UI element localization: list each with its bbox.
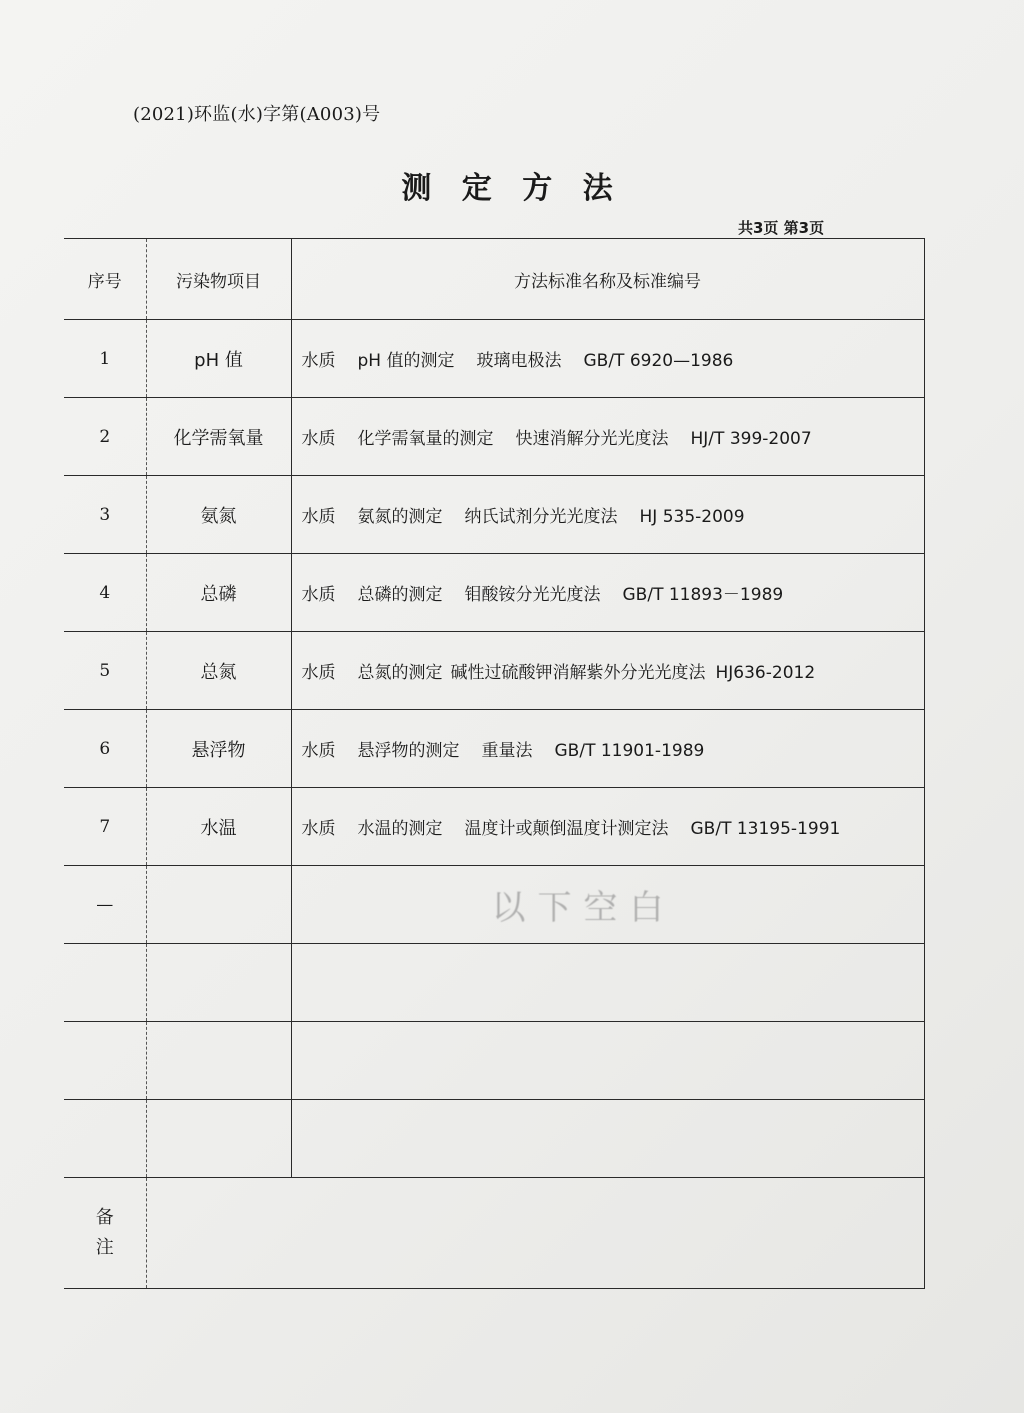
row-item	[146, 866, 291, 944]
method-part: 纳氏试剂分光光度法	[464, 507, 618, 527]
row-index: 3	[64, 476, 146, 554]
table-row	[64, 1022, 924, 1100]
method-part: HJ 535-2009	[639, 507, 745, 527]
table-row	[64, 944, 924, 1022]
table-row	[64, 554, 924, 632]
method-part: HJ/T 399-2007	[690, 429, 812, 449]
header-index: 序号	[64, 239, 146, 320]
table-header-row	[64, 239, 924, 320]
row-method	[291, 944, 924, 1022]
row-method	[291, 632, 924, 710]
row-method	[291, 476, 924, 554]
page-title: 测 定 方 法	[401, 171, 623, 206]
page-counter: 共3页 第3页	[738, 219, 825, 237]
row-index: 6	[64, 710, 146, 788]
method-part: 总磷的测定	[357, 585, 443, 605]
row-index	[64, 944, 146, 1022]
method-part: 总氮的测定	[357, 663, 443, 683]
method-part: 氨氮的测定	[357, 507, 443, 527]
table-row	[64, 476, 924, 554]
method-part: 水质	[301, 819, 336, 839]
method-part: 温度计或颠倒温度计测定法	[464, 819, 669, 839]
remarks-content	[146, 1178, 924, 1289]
row-method	[291, 710, 924, 788]
header-item: 污染物项目	[146, 239, 291, 320]
row-index: 7	[64, 788, 146, 866]
row-index	[64, 1022, 146, 1100]
row-index: 1	[64, 320, 146, 398]
method-part: HJ636-2012	[715, 663, 816, 683]
method-part: GB/T 11901-1989	[554, 741, 705, 761]
method-part: GB/T 6920—1986	[583, 351, 734, 371]
remarks-label-char: 备	[95, 1207, 114, 1228]
method-part: 化学需氧量的测定	[357, 429, 494, 449]
row-index: 5	[64, 632, 146, 710]
method-part: 水质	[301, 663, 336, 683]
table-row	[64, 710, 924, 788]
table-row	[64, 320, 924, 398]
method-part: GB/T 13195-1991	[690, 819, 841, 839]
table-row	[64, 788, 924, 866]
method-part: 水质	[301, 429, 336, 449]
method-part: 钼酸铵分光光度法	[464, 585, 601, 605]
row-item: 悬浮物	[146, 710, 291, 788]
remarks-label-char: 注	[95, 1237, 114, 1258]
row-method	[291, 1022, 924, 1100]
header-method: 方法标准名称及标准编号	[291, 239, 924, 320]
row-index	[64, 1100, 146, 1178]
method-part: pH 值的测定	[357, 351, 455, 371]
method-part: 水质	[301, 585, 336, 605]
method-part: 快速消解分光光度法	[515, 429, 669, 449]
table-row	[64, 866, 924, 944]
table-row	[64, 398, 924, 476]
table-row	[64, 632, 924, 710]
remarks-row	[64, 1178, 924, 1289]
row-item: 氨氮	[146, 476, 291, 554]
method-part: 重量法	[481, 741, 533, 761]
table-row	[64, 1100, 924, 1178]
remarks-label	[64, 1178, 146, 1289]
row-item: 水温	[146, 788, 291, 866]
method-part: GB/T 11893－1989	[622, 585, 784, 605]
row-method	[291, 554, 924, 632]
row-method	[291, 788, 924, 866]
method-part: 水质	[301, 351, 336, 371]
row-index: 4	[64, 554, 146, 632]
row-method	[291, 398, 924, 476]
row-item: 总磷	[146, 554, 291, 632]
method-part: 水温的测定	[357, 819, 443, 839]
method-part: 水质	[301, 741, 336, 761]
methods-table	[64, 238, 925, 1289]
blank-stamp: 以下空白	[491, 888, 676, 928]
method-part: 玻璃电极法	[476, 351, 562, 371]
row-index: 2	[64, 398, 146, 476]
document-number: (2021)环监(水)字第(A003)号	[133, 104, 381, 125]
row-item: 化学需氧量	[146, 398, 291, 476]
method-part: 水质	[301, 507, 336, 527]
method-part: 悬浮物的测定	[357, 741, 460, 761]
row-item: 总氮	[146, 632, 291, 710]
row-index: —	[64, 866, 146, 944]
row-item	[146, 1022, 291, 1100]
row-item: pH 值	[146, 320, 291, 398]
method-part: 碱性过硫酸钾消解紫外分光光度法	[450, 663, 706, 683]
row-method	[291, 1100, 924, 1178]
row-method	[291, 866, 924, 944]
row-item	[146, 944, 291, 1022]
row-method	[291, 320, 924, 398]
row-item	[146, 1100, 291, 1178]
